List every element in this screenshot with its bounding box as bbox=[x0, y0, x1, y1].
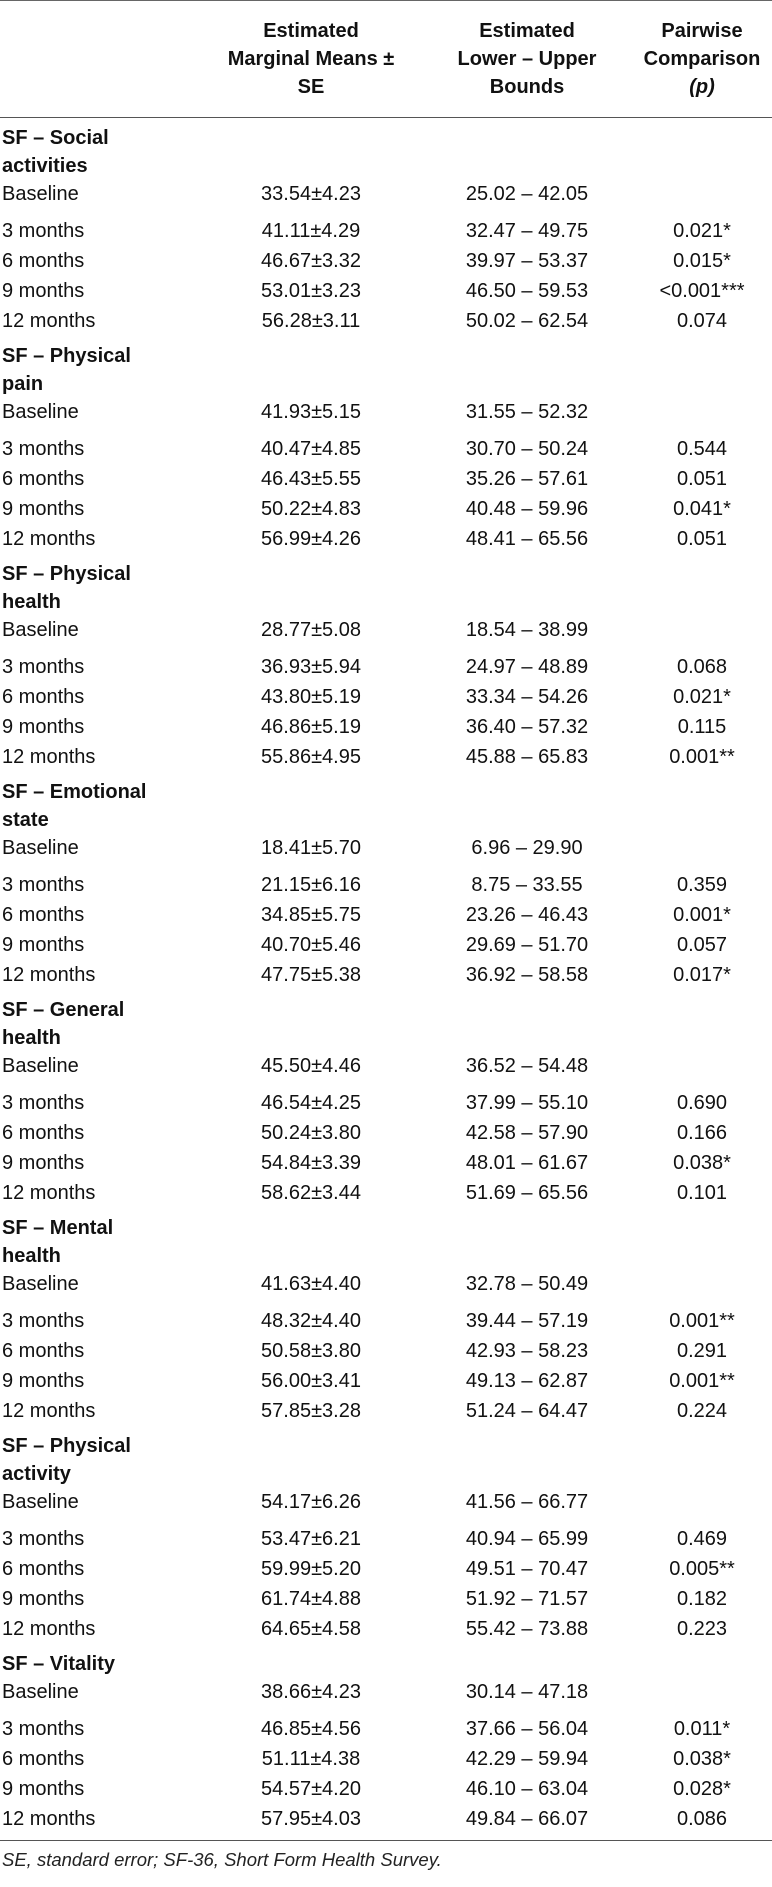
timepoint-label: 3 months bbox=[2, 656, 85, 678]
p-value: 0.544 bbox=[676, 438, 728, 460]
table-row bbox=[0, 216, 772, 246]
table-header bbox=[0, 1, 772, 118]
section-header-row bbox=[0, 1426, 772, 1488]
section-title-line: activities bbox=[2, 155, 88, 177]
empty-cell bbox=[632, 554, 772, 616]
timepoint-label: 9 months bbox=[2, 1370, 85, 1392]
table-row bbox=[0, 1554, 772, 1584]
timepoint-label: 6 months bbox=[2, 468, 85, 490]
section-title bbox=[0, 336, 200, 398]
mean-se-value: 53.47±6.21 bbox=[261, 1528, 361, 1550]
table-row bbox=[0, 1614, 772, 1644]
mean-se-value: 46.67±3.32 bbox=[261, 250, 361, 272]
section-title-line: health bbox=[2, 1245, 61, 1267]
bounds-value: 32.47 – 49.75 bbox=[465, 220, 589, 242]
table-row bbox=[0, 682, 772, 712]
section-header-row bbox=[0, 336, 772, 398]
section-title-line: SF – Physical bbox=[2, 563, 131, 585]
section-title bbox=[0, 1426, 200, 1488]
p-value bbox=[632, 834, 772, 870]
p-value: 0.068 bbox=[676, 656, 728, 678]
table-row bbox=[0, 900, 772, 930]
header-line: Lower – Upper bbox=[457, 48, 597, 70]
p-value: 0.224 bbox=[676, 1400, 728, 1422]
table-row bbox=[0, 1488, 772, 1524]
mean-se-value: 38.66±4.23 bbox=[261, 1681, 361, 1703]
p-value: 0.028* bbox=[673, 1778, 731, 1800]
header-line: SE bbox=[297, 76, 325, 98]
p-value: 0.015* bbox=[673, 250, 731, 272]
timepoint-label: 9 months bbox=[2, 1588, 85, 1610]
section-title-line: SF – Physical bbox=[2, 345, 131, 367]
empty-cell bbox=[422, 554, 632, 616]
mean-se-value: 47.75±5.38 bbox=[261, 964, 361, 986]
header-row bbox=[0, 1, 772, 118]
bounds-value: 42.93 – 58.23 bbox=[465, 1340, 589, 1362]
timepoint-label: 12 months bbox=[2, 1618, 96, 1640]
mean-se-value: 46.85±4.56 bbox=[261, 1718, 361, 1740]
mean-se-value: 43.80±5.19 bbox=[261, 686, 361, 708]
p-value bbox=[632, 616, 772, 652]
mean-se-value: 46.86±5.19 bbox=[261, 716, 361, 738]
timepoint-label: Baseline bbox=[2, 1491, 79, 1513]
p-value: 0.001** bbox=[669, 1310, 735, 1332]
table-row bbox=[0, 1148, 772, 1178]
table-row bbox=[0, 742, 772, 772]
timepoint-label: 12 months bbox=[2, 1400, 96, 1422]
table-row bbox=[0, 464, 772, 494]
p-value: 0.017* bbox=[673, 964, 731, 986]
timepoint-label: 12 months bbox=[2, 1182, 96, 1204]
mean-se-value: 50.22±4.83 bbox=[261, 498, 361, 520]
timepoint-label: 9 months bbox=[2, 1152, 85, 1174]
bounds-value: 50.02 – 62.54 bbox=[465, 310, 589, 332]
p-value bbox=[632, 180, 772, 216]
p-value: 0.690 bbox=[676, 1092, 728, 1114]
table-row bbox=[0, 834, 772, 870]
table-row bbox=[0, 1178, 772, 1208]
timepoint-label: Baseline bbox=[2, 1681, 79, 1703]
table-row bbox=[0, 616, 772, 652]
bounds-value: 36.52 – 54.48 bbox=[465, 1055, 589, 1077]
timepoint-label: 6 months bbox=[2, 1340, 85, 1362]
bounds-value: 31.55 – 52.32 bbox=[465, 401, 589, 423]
mean-se-value: 58.62±3.44 bbox=[261, 1182, 361, 1204]
mean-se-value: 57.85±3.28 bbox=[261, 1400, 361, 1422]
mean-se-value: 33.54±4.23 bbox=[261, 183, 361, 205]
table-row bbox=[0, 1774, 772, 1804]
timepoint-label: Baseline bbox=[2, 183, 79, 205]
mean-se-value: 59.99±5.20 bbox=[261, 1558, 361, 1580]
p-value: 0.057 bbox=[676, 934, 728, 956]
table-body bbox=[0, 118, 772, 1841]
bounds-value: 32.78 – 50.49 bbox=[465, 1273, 589, 1295]
timepoint-label: 12 months bbox=[0, 1804, 200, 1841]
mean-se-value: 53.01±3.23 bbox=[261, 280, 361, 302]
table-row bbox=[0, 1396, 772, 1426]
bounds-value: 18.54 – 38.99 bbox=[465, 619, 589, 641]
table-row bbox=[0, 1584, 772, 1614]
bounds-value: 49.13 – 62.87 bbox=[465, 1370, 589, 1392]
mean-se-value: 40.70±5.46 bbox=[261, 934, 361, 956]
p-value: 0.182 bbox=[676, 1588, 728, 1610]
p-value: 0.041* bbox=[673, 498, 731, 520]
p-value: 0.001** bbox=[669, 1370, 735, 1392]
table-row bbox=[0, 306, 772, 336]
timepoint-label: 3 months bbox=[2, 1310, 85, 1332]
empty-cell bbox=[200, 1426, 422, 1488]
table-row bbox=[0, 960, 772, 990]
bounds-value: 30.70 – 50.24 bbox=[465, 438, 589, 460]
section-title bbox=[0, 554, 200, 616]
mean-se-value: 64.65±4.58 bbox=[261, 1618, 361, 1640]
p-value: 0.038* bbox=[673, 1748, 731, 1770]
bounds-value: 40.94 – 65.99 bbox=[465, 1528, 589, 1550]
bounds-value: 23.26 – 46.43 bbox=[465, 904, 589, 926]
timepoint-label: 6 months bbox=[2, 1122, 85, 1144]
table-row bbox=[0, 276, 772, 306]
table-row bbox=[0, 1714, 772, 1744]
p-value: 0.359 bbox=[676, 874, 728, 896]
header-line: Pairwise bbox=[661, 20, 743, 42]
p-value: 0.469 bbox=[676, 1528, 728, 1550]
timepoint-label: 12 months bbox=[2, 746, 96, 768]
bounds-value: 24.97 – 48.89 bbox=[465, 656, 589, 678]
section-title-line: SF – Vitality bbox=[2, 1653, 116, 1675]
section-title-line: SF – Physical bbox=[2, 1435, 131, 1457]
table-row bbox=[0, 1524, 772, 1554]
mean-se-value: 40.47±4.85 bbox=[261, 438, 361, 460]
empty-cell bbox=[632, 990, 772, 1052]
section-title-line: health bbox=[2, 591, 61, 613]
bounds-value: 39.44 – 57.19 bbox=[465, 1310, 589, 1332]
empty-cell bbox=[200, 772, 422, 834]
empty-cell bbox=[200, 1208, 422, 1270]
section-title bbox=[0, 990, 200, 1052]
timepoint-label: 3 months bbox=[2, 874, 85, 896]
timepoint-label: 6 months bbox=[2, 1748, 85, 1770]
empty-cell bbox=[422, 1208, 632, 1270]
header-estimated-marginal-means bbox=[200, 1, 422, 118]
timepoint-label: 6 months bbox=[2, 904, 85, 926]
bounds-value: 35.26 – 57.61 bbox=[465, 468, 589, 490]
bounds-value: 33.34 – 54.26 bbox=[465, 686, 589, 708]
timepoint-label: 3 months bbox=[2, 220, 85, 242]
mean-se-value: 41.11±4.29 bbox=[261, 220, 361, 242]
bounds-value: 48.41 – 65.56 bbox=[465, 528, 589, 550]
bounds-value: 55.42 – 73.88 bbox=[465, 1618, 589, 1640]
mean-se-value: 55.86±4.95 bbox=[261, 746, 361, 768]
section-title bbox=[0, 118, 200, 181]
mean-se-value: 48.32±4.40 bbox=[261, 1310, 361, 1332]
p-value: 0.223 bbox=[676, 1618, 728, 1640]
timepoint-label: 6 months bbox=[2, 686, 85, 708]
bounds-value: 40.48 – 59.96 bbox=[465, 498, 589, 520]
table-row bbox=[0, 1366, 772, 1396]
header-line: (p) bbox=[689, 76, 715, 98]
p-value bbox=[632, 1488, 772, 1524]
p-value: 0.051 bbox=[676, 468, 728, 490]
empty-cell bbox=[200, 554, 422, 616]
bounds-value: 46.10 – 63.04 bbox=[465, 1778, 589, 1800]
table-row bbox=[0, 652, 772, 682]
p-value: 0.101 bbox=[676, 1182, 728, 1204]
bounds-value: 6.96 – 29.90 bbox=[471, 837, 583, 859]
bounds-value: 51.24 – 64.47 bbox=[465, 1400, 589, 1422]
mean-se-value: 51.11±4.38 bbox=[261, 1748, 361, 1770]
empty-cell bbox=[422, 336, 632, 398]
empty-cell bbox=[632, 336, 772, 398]
p-value: 0.291 bbox=[676, 1340, 728, 1362]
header-empty-cell bbox=[0, 1, 200, 118]
table-row bbox=[0, 398, 772, 434]
p-value: 0.086 bbox=[632, 1804, 772, 1841]
mean-se-value: 61.74±4.88 bbox=[261, 1588, 361, 1610]
empty-cell bbox=[632, 1644, 772, 1678]
bounds-value: 37.99 – 55.10 bbox=[465, 1092, 589, 1114]
table-row bbox=[0, 1306, 772, 1336]
bounds-value: 45.88 – 65.83 bbox=[465, 746, 589, 768]
mean-se-value: 45.50±4.46 bbox=[261, 1055, 361, 1077]
bounds-value: 51.69 – 65.56 bbox=[465, 1182, 589, 1204]
empty-cell bbox=[422, 772, 632, 834]
section-title bbox=[0, 772, 200, 834]
section-title-line: state bbox=[2, 809, 49, 831]
table-row bbox=[0, 1270, 772, 1306]
mean-se-value: 34.85±5.75 bbox=[261, 904, 361, 926]
bounds-value: 48.01 – 61.67 bbox=[465, 1152, 589, 1174]
table-row bbox=[0, 712, 772, 742]
mean-se-value: 41.63±4.40 bbox=[261, 1273, 361, 1295]
timepoint-label: 9 months bbox=[2, 716, 85, 738]
table-row bbox=[0, 1052, 772, 1088]
bounds-value: 8.75 – 33.55 bbox=[471, 874, 583, 896]
empty-cell bbox=[200, 990, 422, 1052]
section-header-row bbox=[0, 1208, 772, 1270]
bounds-value: 25.02 – 42.05 bbox=[465, 183, 589, 205]
mean-se-value: 46.43±5.55 bbox=[261, 468, 361, 490]
header-line: Comparison bbox=[643, 48, 761, 70]
mean-se-value: 28.77±5.08 bbox=[261, 619, 361, 641]
section-header-row bbox=[0, 990, 772, 1052]
table-row bbox=[0, 1118, 772, 1148]
bounds-value: 42.29 – 59.94 bbox=[465, 1748, 589, 1770]
p-value: 0.021* bbox=[673, 686, 731, 708]
table-row bbox=[0, 1336, 772, 1366]
header-line: Bounds bbox=[489, 76, 565, 98]
mean-se-value: 54.57±4.20 bbox=[261, 1778, 361, 1800]
empty-cell bbox=[632, 118, 772, 181]
p-value bbox=[632, 398, 772, 434]
p-value: 0.166 bbox=[676, 1122, 728, 1144]
timepoint-label: 6 months bbox=[2, 1558, 85, 1580]
timepoint-label: Baseline bbox=[2, 1273, 79, 1295]
table-row bbox=[0, 434, 772, 464]
table-row bbox=[0, 1088, 772, 1118]
section-title-line: SF – Mental bbox=[2, 1217, 114, 1239]
mean-se-value: 36.93±5.94 bbox=[261, 656, 361, 678]
section-title bbox=[0, 1644, 200, 1678]
section-header-row bbox=[0, 1644, 772, 1678]
p-value: 0.001** bbox=[669, 746, 735, 768]
p-value bbox=[632, 1270, 772, 1306]
mean-se-value: 56.28±3.11 bbox=[261, 310, 361, 332]
section-header-row bbox=[0, 118, 772, 181]
table-row bbox=[0, 1744, 772, 1774]
bounds-value: 41.56 – 66.77 bbox=[465, 1491, 589, 1513]
empty-cell bbox=[632, 1208, 772, 1270]
mean-se-value: 41.93±5.15 bbox=[261, 401, 361, 423]
p-value: 0.115 bbox=[677, 716, 727, 738]
timepoint-label: 9 months bbox=[2, 280, 85, 302]
bounds-value: 29.69 – 51.70 bbox=[465, 934, 589, 956]
bounds-value: 39.97 – 53.37 bbox=[465, 250, 589, 272]
section-title-line: SF – General bbox=[2, 999, 125, 1021]
mean-se-value: 56.99±4.26 bbox=[261, 528, 361, 550]
empty-cell bbox=[632, 772, 772, 834]
timepoint-label: Baseline bbox=[2, 619, 79, 641]
timepoint-label: Baseline bbox=[2, 1055, 79, 1077]
mean-se-value: 46.54±4.25 bbox=[261, 1092, 361, 1114]
timepoint-label: 12 months bbox=[2, 528, 96, 550]
timepoint-label: 6 months bbox=[2, 250, 85, 272]
table-row bbox=[0, 1678, 772, 1714]
timepoint-label: 3 months bbox=[2, 438, 85, 460]
bounds-value: 49.84 – 66.07 bbox=[422, 1804, 632, 1841]
p-value: 0.051 bbox=[676, 528, 728, 550]
empty-cell bbox=[632, 1426, 772, 1488]
p-value: <0.001*** bbox=[659, 280, 745, 302]
section-title-line: SF – Social bbox=[2, 127, 109, 149]
empty-cell bbox=[422, 990, 632, 1052]
timepoint-label: 12 months bbox=[2, 964, 96, 986]
table-row bbox=[0, 1804, 772, 1841]
empty-cell bbox=[200, 1644, 422, 1678]
section-header-row bbox=[0, 554, 772, 616]
mean-se-value: 50.58±3.80 bbox=[261, 1340, 361, 1362]
mean-se-value: 56.00±3.41 bbox=[261, 1370, 361, 1392]
empty-cell bbox=[422, 1426, 632, 1488]
empty-cell bbox=[422, 1644, 632, 1678]
table-row bbox=[0, 870, 772, 900]
table-row bbox=[0, 246, 772, 276]
bounds-value: 36.40 – 57.32 bbox=[465, 716, 589, 738]
section-title-line: pain bbox=[2, 373, 44, 395]
empty-cell bbox=[422, 118, 632, 181]
p-value: 0.074 bbox=[676, 310, 728, 332]
timepoint-label: Baseline bbox=[2, 401, 79, 423]
timepoint-label: 9 months bbox=[2, 1778, 85, 1800]
header-line: Estimated bbox=[263, 20, 359, 42]
p-value: 0.021* bbox=[673, 220, 731, 242]
bounds-value: 42.58 – 57.90 bbox=[465, 1122, 589, 1144]
table-row bbox=[0, 930, 772, 960]
bounds-value: 30.14 – 47.18 bbox=[465, 1681, 589, 1703]
header-pairwise-comparison bbox=[632, 1, 772, 118]
timepoint-label: 9 months bbox=[2, 934, 85, 956]
section-title-line: SF – Emotional bbox=[2, 781, 147, 803]
p-value: 0.001* bbox=[673, 904, 731, 926]
header-estimated-bounds bbox=[422, 1, 632, 118]
mean-se-value: 50.24±3.80 bbox=[261, 1122, 361, 1144]
section-title-line: activity bbox=[2, 1463, 71, 1485]
mean-se-value: 57.95±4.03 bbox=[200, 1804, 422, 1841]
timepoint-label: 12 months bbox=[2, 310, 96, 332]
bounds-value: 46.50 – 59.53 bbox=[465, 280, 589, 302]
p-value: 0.038* bbox=[673, 1152, 731, 1174]
p-value: 0.005** bbox=[669, 1558, 735, 1580]
timepoint-label: 3 months bbox=[2, 1718, 85, 1740]
header-line: Estimated bbox=[479, 20, 575, 42]
bounds-value: 36.92 – 58.58 bbox=[465, 964, 589, 986]
empty-cell bbox=[200, 336, 422, 398]
bounds-value: 49.51 – 70.47 bbox=[465, 1558, 589, 1580]
section-title bbox=[0, 1208, 200, 1270]
timepoint-label: 9 months bbox=[2, 498, 85, 520]
table-row bbox=[0, 524, 772, 554]
mean-se-value: 18.41±5.70 bbox=[261, 837, 361, 859]
header-line: Marginal Means ± bbox=[227, 48, 395, 70]
p-value bbox=[632, 1678, 772, 1714]
p-value bbox=[632, 1052, 772, 1088]
timepoint-label: 3 months bbox=[2, 1528, 85, 1550]
mean-se-value: 54.17±6.26 bbox=[261, 1491, 361, 1513]
section-title-line: health bbox=[2, 1027, 61, 1049]
timepoint-label: Baseline bbox=[2, 837, 79, 859]
bounds-value: 51.92 – 71.57 bbox=[465, 1588, 589, 1610]
empty-cell bbox=[200, 118, 422, 181]
section-header-row bbox=[0, 772, 772, 834]
timepoint-label: 3 months bbox=[2, 1092, 85, 1114]
p-value: 0.011* bbox=[673, 1718, 731, 1740]
mean-se-value: 21.15±6.16 bbox=[261, 874, 361, 896]
table-row bbox=[0, 180, 772, 216]
mean-se-value: 54.84±3.39 bbox=[261, 1152, 361, 1174]
table-row bbox=[0, 494, 772, 524]
table-footnote: SE, standard error; SF-36, Short Form Health Survey. bbox=[2, 1849, 442, 1870]
bounds-value: 37.66 – 56.04 bbox=[465, 1718, 589, 1740]
